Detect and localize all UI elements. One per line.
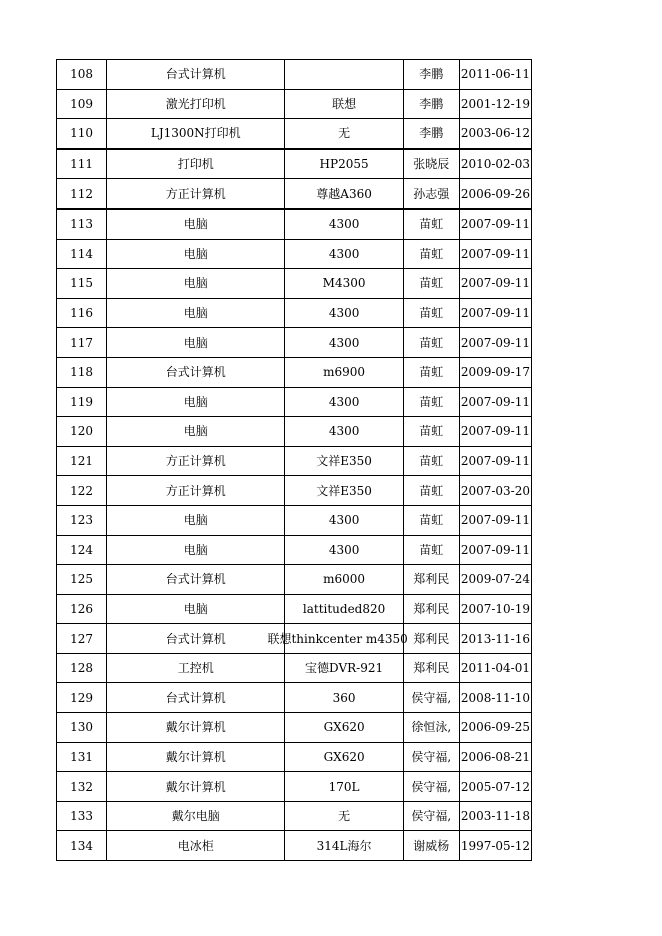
cell-item-name-text: 激光打印机 [165, 96, 226, 111]
cell-custodian[interactable] [403, 446, 459, 476]
cell-custodian-text: 苗虹 [419, 335, 444, 350]
cell-item-name[interactable] [107, 119, 285, 149]
cell-item-name[interactable] [107, 239, 285, 269]
cell-item-name-text: 方正计算机 [165, 483, 226, 498]
cell-custodian[interactable] [403, 328, 459, 358]
cell-model-text: 314L海尔 [316, 838, 372, 853]
cell-item-name[interactable] [107, 209, 285, 239]
cell-model[interactable] [285, 594, 403, 624]
cell-custodian[interactable] [403, 801, 459, 831]
cell-date-text: 2005-07-12 [460, 779, 530, 794]
cell-item-name-text: 戴尔电脑 [171, 809, 220, 824]
cell-index-text: 108 [70, 67, 93, 82]
cell-item-name[interactable] [107, 328, 285, 358]
cell-model[interactable] [285, 328, 403, 358]
cell-custodian-text: 苗虹 [419, 217, 444, 232]
cell-date[interactable] [459, 535, 531, 565]
cell-date-text: 2006-09-25 [460, 720, 530, 735]
cell-date[interactable] [459, 209, 531, 239]
cell-item-name-text: 工控机 [177, 661, 214, 676]
cell-date-text: 2006-09-26 [460, 186, 530, 201]
cell-index-text: 130 [70, 720, 93, 735]
cell-index-text: 123 [70, 513, 93, 528]
cell-item-name-text: 台式计算机 [165, 572, 226, 587]
cell-custodian-text: 苗虹 [419, 454, 444, 469]
cell-item-name[interactable] [107, 594, 285, 624]
cell-model-text: 4300 [328, 246, 360, 261]
cell-index[interactable] [57, 357, 107, 387]
cell-date[interactable] [459, 565, 531, 595]
cell-item-name-text: LJ1300N打印机 [150, 126, 241, 141]
table-row [57, 209, 532, 239]
cell-item-name-text: 电脑 [183, 542, 208, 557]
cell-item-name-text: 电脑 [183, 306, 208, 321]
cell-index[interactable] [57, 269, 107, 299]
cell-date-text: 2006-08-21 [460, 749, 530, 764]
cell-date[interactable] [459, 269, 531, 299]
cell-index-text: 122 [70, 483, 93, 498]
cell-item-name[interactable] [107, 476, 285, 506]
cell-index[interactable] [57, 535, 107, 565]
cell-item-name-text: 电脑 [183, 513, 208, 528]
cell-custodian[interactable] [403, 119, 459, 149]
cell-item-name[interactable] [107, 149, 285, 179]
cell-item-name-text: 电脑 [183, 601, 208, 616]
cell-item-name[interactable] [107, 357, 285, 387]
cell-item-name-text: 方正计算机 [165, 186, 226, 201]
cell-custodian-text: 李鹏 [419, 126, 444, 141]
table-row [57, 60, 532, 90]
cell-date[interactable] [459, 60, 531, 90]
cell-index[interactable] [57, 119, 107, 149]
cell-custodian[interactable] [403, 149, 459, 179]
cell-item-name[interactable] [107, 298, 285, 328]
cell-date-text: 2009-09-17 [460, 365, 530, 380]
cell-custodian-text: 苗虹 [419, 306, 444, 321]
cell-item-name-text: 台式计算机 [165, 67, 226, 82]
cell-item-name-text: 方正计算机 [165, 454, 226, 469]
cell-index-text: 110 [70, 126, 93, 141]
cell-date-text: 2011-04-01 [460, 661, 530, 676]
cell-index[interactable] [57, 624, 107, 654]
cell-index-text: 127 [70, 631, 93, 646]
cell-date[interactable] [459, 505, 531, 535]
cell-date-text: 2007-09-11 [460, 513, 530, 528]
cell-model[interactable] [285, 446, 403, 476]
cell-model-text: 4300 [328, 335, 360, 350]
cell-custodian-text: 郑利民 [413, 661, 450, 676]
cell-model[interactable] [285, 387, 403, 417]
cell-index-text: 124 [70, 542, 93, 557]
cell-custodian-text: 侯守福, [411, 749, 452, 764]
cell-index-text: 115 [70, 276, 93, 291]
cell-model[interactable] [285, 683, 403, 713]
cell-item-name-text: 戴尔计算机 [165, 720, 226, 735]
cell-custodian-text: 苗虹 [419, 424, 444, 439]
cell-model[interactable] [285, 565, 403, 595]
cell-item-name-text: 电冰柜 [177, 838, 214, 853]
cell-model-text: 4300 [328, 542, 360, 557]
table-row [57, 446, 532, 476]
cell-date-text: 2007-09-11 [460, 306, 530, 321]
cell-index[interactable] [57, 683, 107, 713]
cell-item-name[interactable] [107, 505, 285, 535]
cell-custodian[interactable] [403, 772, 459, 802]
cell-date-text: 2007-09-11 [460, 335, 530, 350]
cell-item-name[interactable] [107, 831, 285, 861]
table-row [57, 328, 532, 358]
cell-model-text: M4300 [322, 276, 366, 291]
cell-item-name[interactable] [107, 535, 285, 565]
cell-date-text: 2010-02-03 [460, 157, 530, 172]
table-row [57, 742, 532, 772]
cell-custodian[interactable] [403, 417, 459, 447]
cell-custodian-text: 苗虹 [419, 276, 444, 291]
cell-date[interactable] [459, 298, 531, 328]
cell-item-name-text: 电脑 [183, 424, 208, 439]
cell-index-text: 134 [70, 838, 93, 853]
cell-date[interactable] [459, 149, 531, 179]
cell-custodian-text: 侯守福, [411, 690, 452, 705]
cell-custodian[interactable] [403, 713, 459, 743]
table-row [57, 269, 532, 299]
table-row [57, 89, 532, 119]
cell-item-name[interactable] [107, 772, 285, 802]
cell-model-text: 4300 [328, 217, 360, 232]
cell-model-text: lattituded820 [302, 601, 386, 616]
cell-custodian[interactable] [403, 683, 459, 713]
cell-model[interactable] [285, 476, 403, 506]
cell-item-name-text: 台式计算机 [165, 365, 226, 380]
cell-custodian[interactable] [403, 179, 459, 209]
cell-custodian-text: 徐恒泳, [411, 720, 452, 735]
cell-date-text: 2007-09-11 [460, 217, 530, 232]
cell-date[interactable] [459, 772, 531, 802]
cell-date[interactable] [459, 387, 531, 417]
cell-model-text: GX620 [323, 720, 365, 735]
cell-item-name-text: 电脑 [183, 217, 208, 232]
cell-index[interactable] [57, 772, 107, 802]
cell-item-name-text: 戴尔计算机 [165, 779, 226, 794]
cell-item-name[interactable] [107, 179, 285, 209]
cell-index-text: 132 [70, 779, 93, 794]
cell-model[interactable] [285, 417, 403, 447]
cell-index[interactable] [57, 446, 107, 476]
cell-index-text: 112 [70, 186, 93, 201]
cell-model[interactable] [285, 831, 403, 861]
cell-model[interactable] [285, 60, 403, 90]
cell-custodian-text: 苗虹 [419, 542, 444, 557]
inventory-table [56, 59, 532, 861]
cell-custodian-text: 李鹏 [419, 96, 444, 111]
cell-item-name-text: 电脑 [183, 335, 208, 350]
cell-date-text: 2013-11-16 [460, 631, 530, 646]
cell-model[interactable] [285, 89, 403, 119]
cell-date[interactable] [459, 742, 531, 772]
cell-custodian[interactable] [403, 89, 459, 119]
cell-date-text: 2008-11-10 [460, 690, 530, 705]
cell-index[interactable] [57, 565, 107, 595]
cell-item-name[interactable] [107, 446, 285, 476]
cell-date-text: 2007-09-11 [460, 454, 530, 469]
cell-model-text: 4300 [328, 513, 360, 528]
table-row [57, 683, 532, 713]
cell-custodian[interactable] [403, 535, 459, 565]
cell-custodian-text: 侯守福, [411, 779, 452, 794]
table-row [57, 594, 532, 624]
cell-date[interactable] [459, 683, 531, 713]
cell-custodian-text: 谢威杨 [413, 838, 450, 853]
cell-date-text: 2007-03-20 [460, 483, 530, 498]
cell-date-text: 2003-11-18 [460, 809, 530, 824]
cell-item-name-text: 戴尔计算机 [165, 749, 226, 764]
cell-model[interactable] [285, 505, 403, 535]
cell-model-text: 无 [338, 809, 351, 824]
cell-index-text: 128 [70, 661, 93, 676]
cell-model[interactable] [285, 149, 403, 179]
cell-item-name[interactable] [107, 89, 285, 119]
cell-index-text: 118 [70, 365, 93, 380]
cell-index[interactable] [57, 179, 107, 209]
cell-index-text: 113 [70, 217, 93, 232]
cell-date-text: 2003-06-12 [460, 126, 530, 141]
cell-date-text: 2009-07-24 [460, 572, 530, 587]
cell-custodian[interactable] [403, 624, 459, 654]
cell-index[interactable] [57, 328, 107, 358]
cell-model[interactable] [285, 269, 403, 299]
cell-index-text: 133 [70, 809, 93, 824]
cell-custodian[interactable] [403, 357, 459, 387]
cell-model-text: 尊越A360 [316, 186, 372, 201]
cell-custodian-text: 苗虹 [419, 394, 444, 409]
cell-custodian[interactable] [403, 209, 459, 239]
cell-model-text: m6900 [323, 365, 366, 380]
cell-model-text: m6000 [323, 572, 366, 587]
cell-custodian[interactable] [403, 653, 459, 683]
cell-index-text: 114 [70, 246, 93, 261]
cell-index[interactable] [57, 594, 107, 624]
table-row [57, 179, 532, 209]
cell-model-text: 170L [328, 779, 360, 794]
table-row [57, 801, 532, 831]
cell-index[interactable] [57, 505, 107, 535]
cell-date[interactable] [459, 119, 531, 149]
table-row [57, 653, 532, 683]
inventory-table-body [57, 60, 532, 861]
table-row [57, 624, 532, 654]
cell-custodian[interactable] [403, 239, 459, 269]
cell-item-name[interactable] [107, 742, 285, 772]
cell-custodian-text: 郑利民 [413, 572, 450, 587]
cell-custodian[interactable] [403, 505, 459, 535]
cell-custodian-text: 郑利民 [413, 601, 450, 616]
cell-date-text: 2007-09-11 [460, 276, 530, 291]
cell-date-text: 2007-09-11 [460, 246, 530, 261]
cell-item-name[interactable] [107, 801, 285, 831]
cell-index-text: 111 [70, 157, 93, 172]
cell-model[interactable] [285, 239, 403, 269]
cell-model-text: 4300 [328, 394, 360, 409]
cell-custodian-text: 李鹏 [419, 67, 444, 82]
cell-custodian[interactable] [403, 298, 459, 328]
cell-index[interactable] [57, 209, 107, 239]
cell-model[interactable] [285, 742, 403, 772]
cell-date-text: 2007-09-11 [460, 424, 530, 439]
table-row [57, 831, 532, 861]
cell-model[interactable] [285, 357, 403, 387]
cell-custodian[interactable] [403, 387, 459, 417]
cell-custodian[interactable] [403, 831, 459, 861]
cell-date[interactable] [459, 713, 531, 743]
cell-date[interactable] [459, 476, 531, 506]
cell-model[interactable] [285, 535, 403, 565]
cell-index[interactable] [57, 417, 107, 447]
cell-custodian[interactable] [403, 476, 459, 506]
cell-item-name[interactable] [107, 387, 285, 417]
table-row [57, 298, 532, 328]
table-row [57, 357, 532, 387]
cell-index[interactable] [57, 713, 107, 743]
cell-item-name[interactable] [107, 624, 285, 654]
cell-custodian-text: 张晓辰 [413, 157, 450, 172]
cell-item-name[interactable] [107, 653, 285, 683]
cell-model[interactable] [267, 624, 408, 654]
cell-model-text: 文祥E350 [316, 454, 372, 469]
cell-index[interactable] [57, 149, 107, 179]
cell-item-name[interactable] [107, 683, 285, 713]
cell-custodian-text: 苗虹 [419, 246, 444, 261]
table-row [57, 535, 532, 565]
cell-custodian-text: 郑利民 [413, 631, 450, 646]
cell-index-text: 109 [70, 96, 93, 111]
cell-model[interactable] [285, 298, 403, 328]
cell-item-name[interactable] [107, 269, 285, 299]
cell-custodian-text: 侯守福, [411, 809, 452, 824]
cell-model[interactable] [285, 772, 403, 802]
cell-index-text: 126 [70, 601, 93, 616]
table-row [57, 417, 532, 447]
cell-date[interactable] [459, 594, 531, 624]
table-row [57, 505, 532, 535]
cell-model[interactable] [285, 653, 403, 683]
cell-index[interactable] [57, 476, 107, 506]
cell-model-text: 联想thinkcenter m4350 [267, 631, 408, 646]
cell-custodian-text: 苗虹 [419, 365, 444, 380]
cell-date[interactable] [459, 417, 531, 447]
table-row [57, 149, 532, 179]
cell-date[interactable] [459, 801, 531, 831]
cell-date[interactable] [459, 653, 531, 683]
cell-index[interactable] [57, 239, 107, 269]
cell-custodian-text: 孙志强 [413, 186, 450, 201]
cell-model-text: 4300 [328, 306, 360, 321]
table-row [57, 387, 532, 417]
cell-index-text: 131 [70, 749, 93, 764]
cell-date-text: 2007-09-11 [460, 394, 530, 409]
table-row [57, 239, 532, 269]
cell-index-text: 121 [70, 454, 93, 469]
cell-date[interactable] [459, 239, 531, 269]
cell-item-name-text: 打印机 [177, 157, 214, 172]
cell-index[interactable] [57, 60, 107, 90]
cell-item-name[interactable] [107, 713, 285, 743]
cell-date[interactable] [459, 446, 531, 476]
cell-date[interactable] [459, 831, 531, 861]
cell-date-text: 2007-09-11 [460, 542, 530, 557]
cell-model-text: 宝德DVR-921 [305, 661, 384, 676]
cell-custodian-text: 苗虹 [419, 483, 444, 498]
cell-index-text: 129 [70, 690, 93, 705]
cell-custodian[interactable] [403, 269, 459, 299]
cell-index-text: 117 [70, 335, 93, 350]
cell-date-text: 2001-12-19 [460, 96, 530, 111]
cell-model-text: 联想 [332, 96, 357, 111]
cell-index-text: 116 [70, 306, 93, 321]
cell-date[interactable] [459, 328, 531, 358]
cell-index-text: 120 [70, 424, 93, 439]
cell-date[interactable] [459, 89, 531, 119]
cell-index[interactable] [57, 298, 107, 328]
cell-item-name[interactable] [107, 60, 285, 90]
cell-item-name-text: 台式计算机 [165, 690, 226, 705]
table-row [57, 713, 532, 743]
cell-date[interactable] [459, 357, 531, 387]
cell-custodian[interactable] [403, 742, 459, 772]
cell-custodian[interactable] [403, 594, 459, 624]
cell-index[interactable] [57, 387, 107, 417]
table-row [57, 476, 532, 506]
cell-model[interactable] [285, 801, 403, 831]
cell-model-text: HP2055 [319, 157, 369, 172]
cell-model-text: 360 [332, 690, 356, 705]
cell-model[interactable] [285, 179, 403, 209]
cell-model-text: 无 [338, 126, 351, 141]
cell-index-text: 125 [70, 572, 93, 587]
table-row [57, 119, 532, 149]
cell-index[interactable] [57, 653, 107, 683]
cell-date[interactable] [459, 179, 531, 209]
cell-index[interactable] [57, 89, 107, 119]
table-row [57, 772, 532, 802]
cell-index[interactable] [57, 742, 107, 772]
cell-model[interactable] [285, 713, 403, 743]
cell-date[interactable] [459, 624, 531, 654]
cell-custodian-text: 苗虹 [419, 513, 444, 528]
cell-custodian[interactable] [403, 565, 459, 595]
cell-model-text: GX620 [323, 749, 365, 764]
cell-item-name-text: 电脑 [183, 246, 208, 261]
cell-item-name-text: 电脑 [183, 276, 208, 291]
cell-item-name[interactable] [107, 417, 285, 447]
cell-date-text: 2011-06-11 [460, 67, 530, 82]
cell-model[interactable] [285, 209, 403, 239]
table-row [57, 565, 532, 595]
cell-date-text: 2007-10-19 [460, 601, 530, 616]
cell-item-name-text: 台式计算机 [165, 631, 226, 646]
cell-custodian[interactable] [403, 60, 459, 90]
cell-index[interactable] [57, 801, 107, 831]
cell-item-name-text: 电脑 [183, 394, 208, 409]
cell-model-text: 4300 [328, 424, 360, 439]
cell-model-text: 文祥E350 [316, 483, 372, 498]
cell-item-name[interactable] [107, 565, 285, 595]
cell-model[interactable] [285, 119, 403, 149]
cell-index-text: 119 [70, 394, 93, 409]
cell-index[interactable] [57, 831, 107, 861]
cell-date-text: 1997-05-12 [460, 838, 530, 853]
